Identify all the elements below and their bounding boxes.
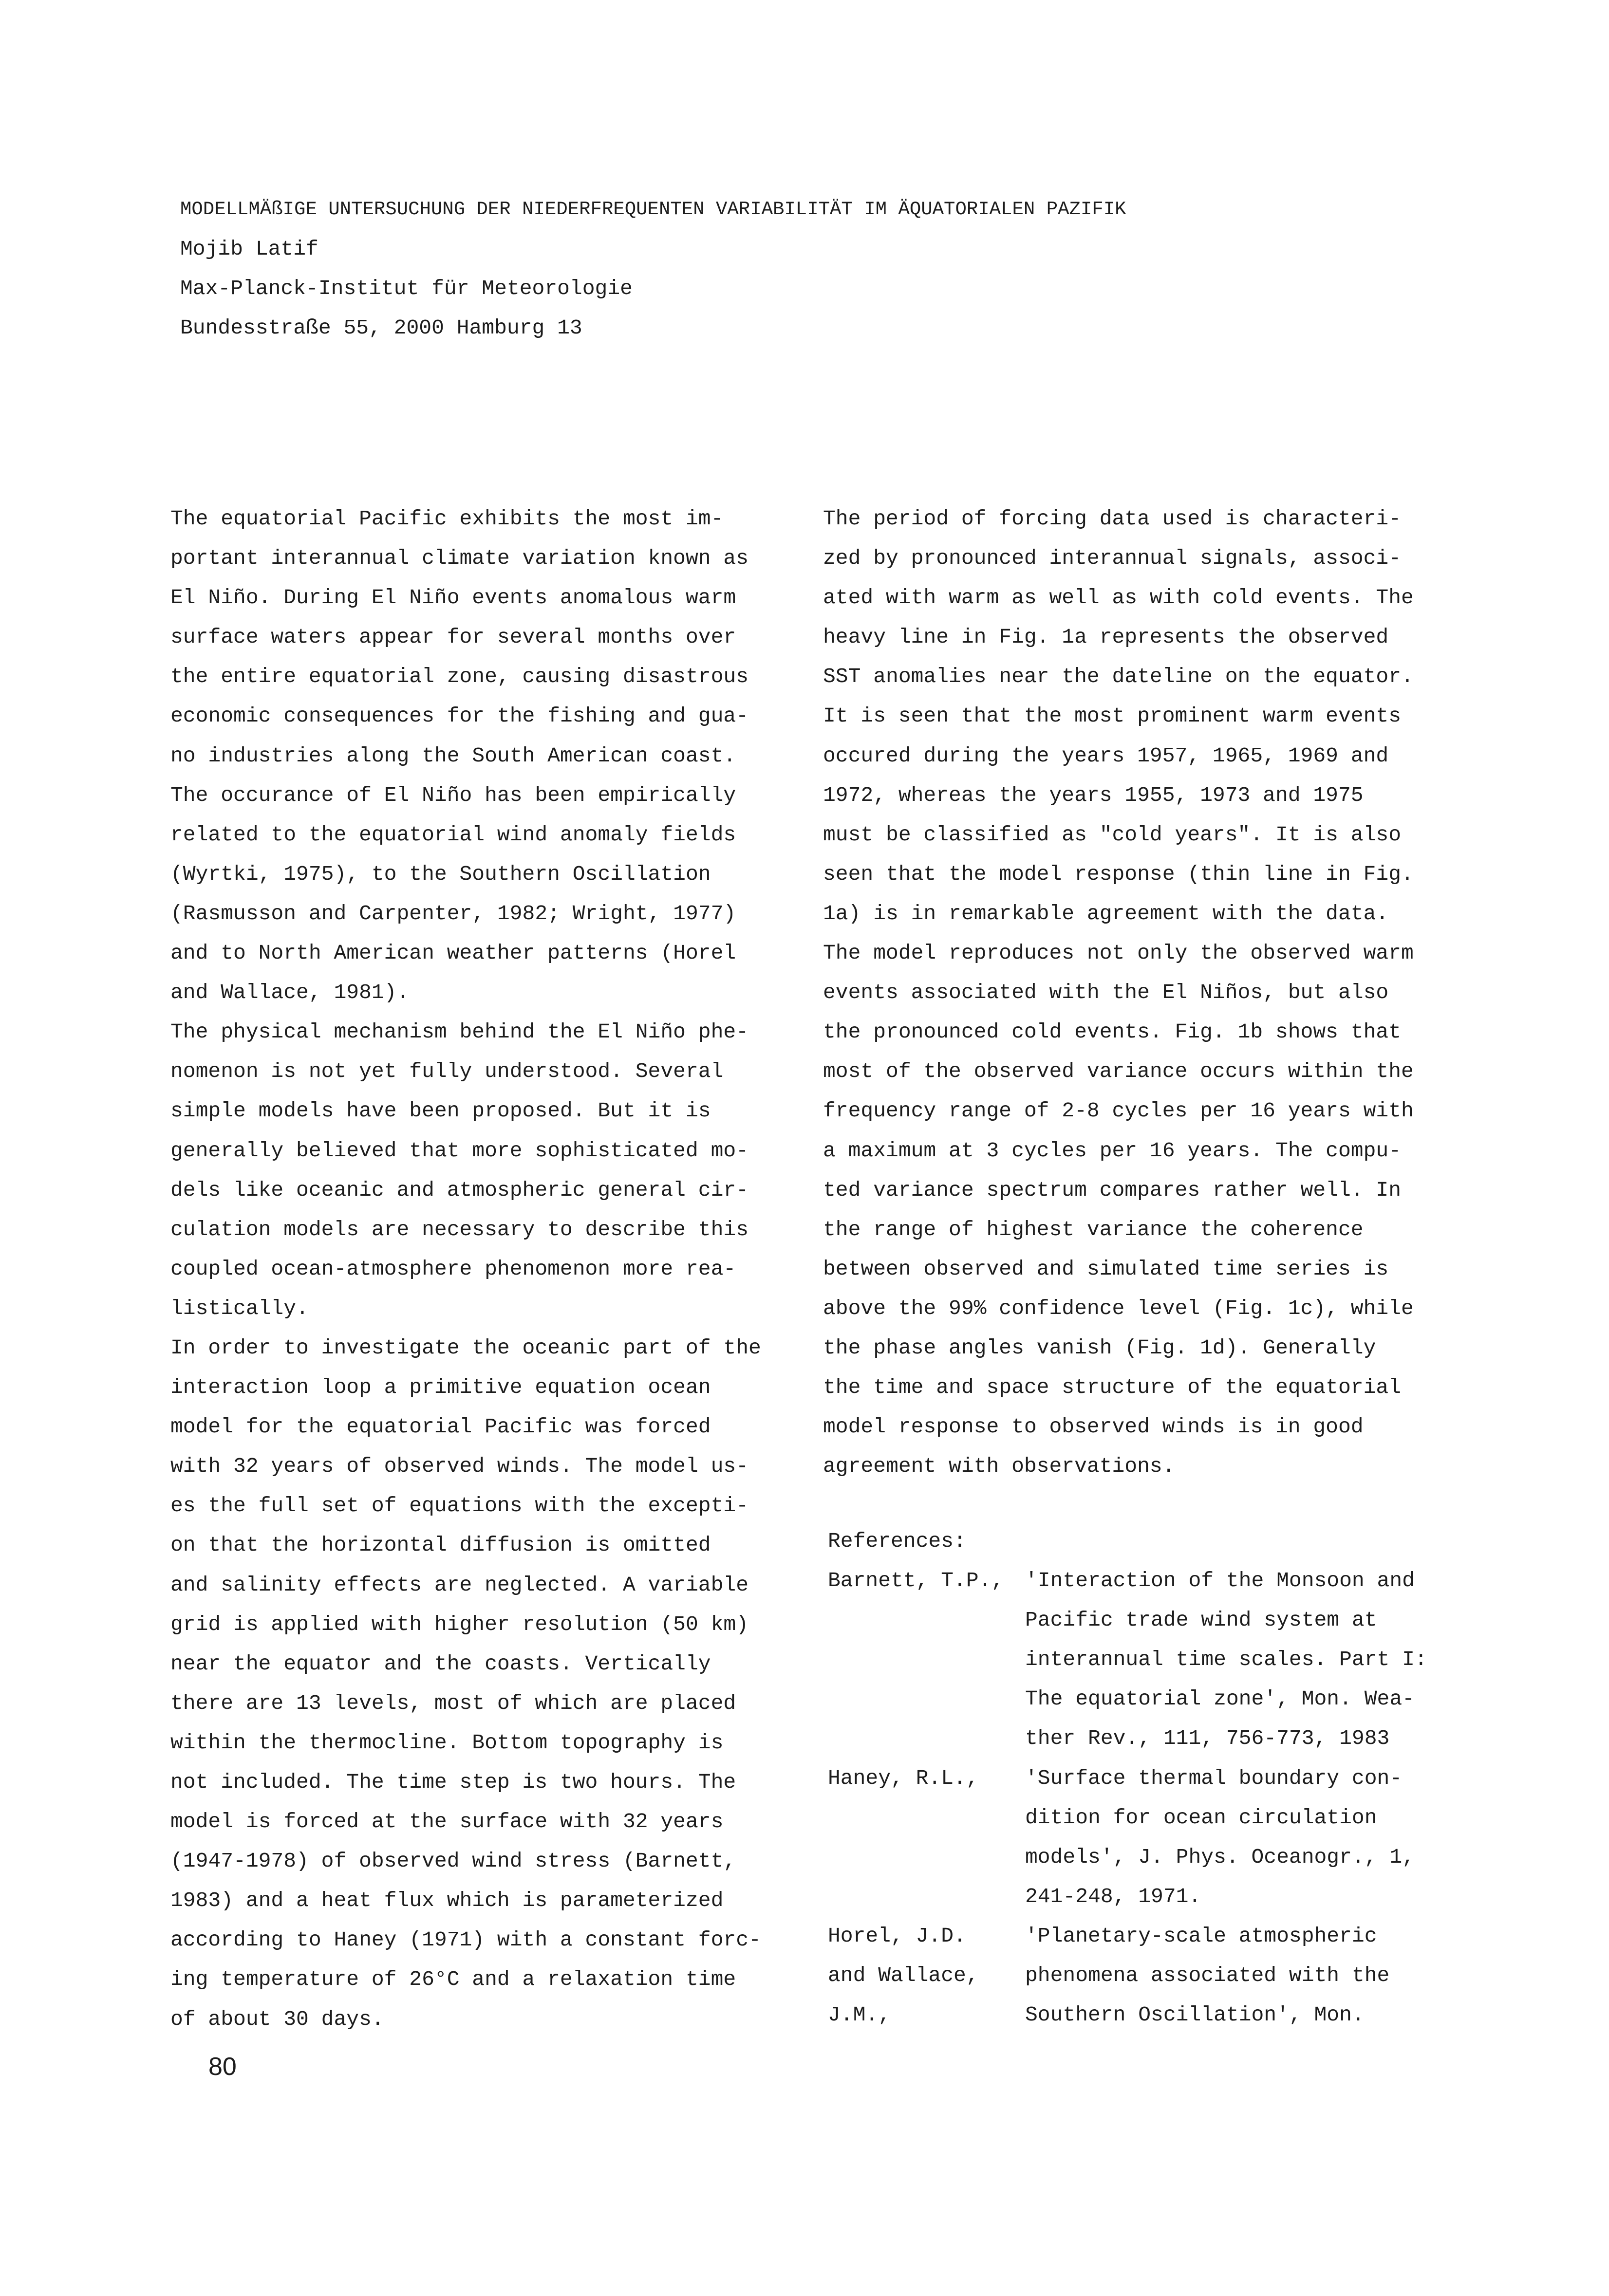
text-line: the range of highest variance the coherence — [823, 1217, 1364, 1241]
text-line: surface waters appear for several months over — [170, 625, 736, 649]
text-line: interaction loop a primitive equation ocean — [170, 1375, 711, 1400]
reference-text-line: 241-248, 1971. — [1025, 1884, 1201, 1908]
reference-text-line: Pacific trade wind system at — [1025, 1608, 1377, 1632]
text-line: there are 13 levels, most of which are placed — [170, 1691, 736, 1715]
text-line: 1a) is in remarkable agreement with the data. — [823, 901, 1389, 926]
text-line: culation models are necessary to describe this — [170, 1217, 748, 1241]
text-line: related to the equatorial wind anomaly fields — [170, 822, 736, 847]
reference-text-line: 'Planetary-scale atmospheric — [1025, 1924, 1377, 1948]
text-line: ated with warm as well as with cold events. The — [823, 586, 1414, 610]
text-line: a maximum at 3 cycles per 16 years. The compu- — [823, 1138, 1401, 1163]
author-name: Mojib Latif — [180, 237, 318, 261]
text-line: heavy line in Fig. 1a represents the observed — [823, 625, 1389, 649]
text-line: must be classified as "cold years". It is also — [823, 822, 1401, 847]
text-line: the pronounced cold events. Fig. 1b shows that — [823, 1020, 1401, 1044]
text-line: above the 99% confidence level (Fig. 1c), while — [823, 1296, 1414, 1320]
text-line: with 32 years of observed winds. The model us- — [170, 1454, 748, 1479]
text-line: occured during the years 1957, 1965, 1969 and — [823, 743, 1389, 768]
text-line: The occurance of El Niño has been empirically — [170, 783, 736, 807]
reference-text-line: 'Interaction of the Monsoon and — [1025, 1569, 1415, 1593]
text-line: according to Haney (1971) with a constant forc- — [170, 1928, 761, 1952]
reference-entry — [828, 1561, 1471, 1758]
text-line: model response to observed winds is in good — [823, 1415, 1364, 1439]
reference-author — [828, 1916, 1025, 2035]
text-line: events associated with the El Niños, but also — [823, 981, 1389, 1005]
institute-name: Max-Planck-Institut für Meteorologie — [180, 277, 633, 300]
text-line: not included. The time step is two hours. The — [170, 1770, 736, 1794]
text-line: seen that the model response (thin line in Fig. — [823, 862, 1414, 886]
left-column-text — [170, 499, 804, 2039]
reference-text-line: phenomena associated with the — [1025, 1963, 1390, 1988]
references-section — [828, 1521, 1471, 2035]
text-line: It is seen that the most prominent warm events — [823, 704, 1401, 728]
text-line: (1947-1978) of observed wind stress (Barnett, — [170, 1849, 736, 1873]
reference-author — [828, 1561, 1025, 1758]
text-line: most of the observed variance occurs within the — [823, 1059, 1414, 1084]
text-line: and Wallace, 1981). — [170, 981, 410, 1005]
reference-text-line: models', J. Phys. Oceanogr., 1, — [1025, 1845, 1415, 1869]
text-line: of about 30 days. — [170, 2007, 384, 2031]
text-line: 1972, whereas the years 1955, 1973 and 1975 — [823, 783, 1364, 807]
text-line: 1983) and a heat flux which is parameterized — [170, 1889, 724, 1913]
reference-text-line: dition for ocean circulation — [1025, 1805, 1377, 1830]
text-line: frequency range of 2-8 cycles per 16 years with — [823, 1099, 1414, 1123]
text-line: grid is applied with higher resolution (50 km) — [170, 1612, 748, 1636]
text-line: The physical mechanism behind the El Niño phe- — [170, 1020, 748, 1044]
text-line: nomenon is not yet fully understood. Several — [170, 1059, 724, 1084]
reference-text-line: The equatorial zone', Mon. Wea- — [1025, 1687, 1415, 1711]
reference-text-line: interannual time scales. Part I: — [1025, 1648, 1427, 1672]
text-line: zed by pronounced interannual signals, associ- — [823, 546, 1401, 571]
text-line: the time and space structure of the equatorial — [823, 1375, 1401, 1400]
text-line: between observed and simulated time series is — [823, 1257, 1389, 1281]
text-line: The model reproduces not only the observed warm — [823, 941, 1414, 965]
reference-author-line: J.M., — [828, 2003, 891, 2027]
text-line: es the full set of equations with the excepti- — [170, 1494, 748, 1518]
reference-author-line: Haney, R.L., — [828, 1766, 979, 1790]
reference-author-line: Horel, J.D. — [828, 1924, 966, 1948]
text-line: (Rasmusson and Carpenter, 1982; Wright, 1977) — [170, 901, 736, 926]
text-line: and salinity effects are neglected. A variable — [170, 1573, 748, 1597]
text-line: near the equator and the coasts. Vertically — [170, 1651, 711, 1676]
reference-text-line: 'Surface thermal boundary con- — [1025, 1766, 1403, 1790]
text-line: economic consequences for the fishing and gua- — [170, 704, 748, 728]
text-line: coupled ocean-atmosphere phenomenon more rea- — [170, 1257, 736, 1281]
text-line: The period of forcing data used is characteri- — [823, 507, 1401, 531]
reference-text — [1025, 1916, 1471, 2035]
text-line: on that the horizontal diffusion is omitted — [170, 1533, 711, 1557]
reference-author-line: and Wallace, — [828, 1963, 979, 1988]
reference-text — [1025, 1561, 1471, 1758]
text-line: and to North American weather patterns (Horel — [170, 941, 736, 965]
text-line: model is forced at the surface with 32 years — [170, 1810, 724, 1834]
header — [180, 190, 1495, 348]
reference-author — [828, 1759, 1025, 1916]
text-line: simple models have been proposed. But it is — [170, 1099, 711, 1123]
text-line: no industries along the South American coast. — [170, 743, 736, 768]
text-line: dels like oceanic and atmospheric general cir- — [170, 1178, 748, 1202]
page-number: 80 — [208, 2053, 237, 2081]
text-line: El Niño. During El Niño events anomalous warm — [170, 586, 736, 610]
text-line: agreement with observations. — [823, 1454, 1175, 1479]
text-line: the entire equatorial zone, causing disastrous — [170, 665, 748, 689]
right-column-text — [823, 499, 1466, 1486]
references-list — [828, 1561, 1471, 2035]
text-line: (Wyrtki, 1975), to the Southern Oscillation — [170, 862, 711, 886]
text-line: within the thermocline. Bottom topography is — [170, 1730, 724, 1755]
text-line: SST anomalies near the dateline on the equator. — [823, 665, 1414, 689]
text-line: ted variance spectrum compares rather well. In — [823, 1178, 1401, 1202]
text-line: The equatorial Pacific exhibits the most im- — [170, 507, 724, 531]
text-line: the phase angles vanish (Fig. 1d). Generally — [823, 1335, 1376, 1360]
reference-entry — [828, 1759, 1471, 1916]
text-line: portant interannual climate variation known as — [170, 546, 748, 571]
reference-text — [1025, 1759, 1471, 1916]
reference-text-line: Southern Oscillation', Mon. — [1025, 2003, 1365, 2027]
reference-text-line: ther Rev., 111, 756-773, 1983 — [1025, 1726, 1390, 1751]
text-line: model for the equatorial Pacific was forced — [170, 1415, 711, 1439]
text-line: ing temperature of 26°C and a relaxation time — [170, 1967, 736, 1992]
institute-address: Bundesstraße 55, 2000 Hamburg 13 — [180, 316, 582, 340]
paper-title: MODELLMÄßIGE UNTERSUCHUNG DER NIEDERFREQUENTEN VARIABILITÄT IM ÄQUATORIALEN PAZIFIK — [180, 199, 1126, 220]
text-line: In order to investigate the oceanic part of the — [170, 1335, 761, 1360]
reference-entry — [828, 1916, 1471, 2035]
reference-author-line: Barnett, T.P., — [828, 1569, 1004, 1593]
text-line: generally believed that more sophisticated mo- — [170, 1138, 748, 1163]
references-heading: References: — [828, 1529, 966, 1553]
text-line: listically. — [170, 1296, 309, 1320]
